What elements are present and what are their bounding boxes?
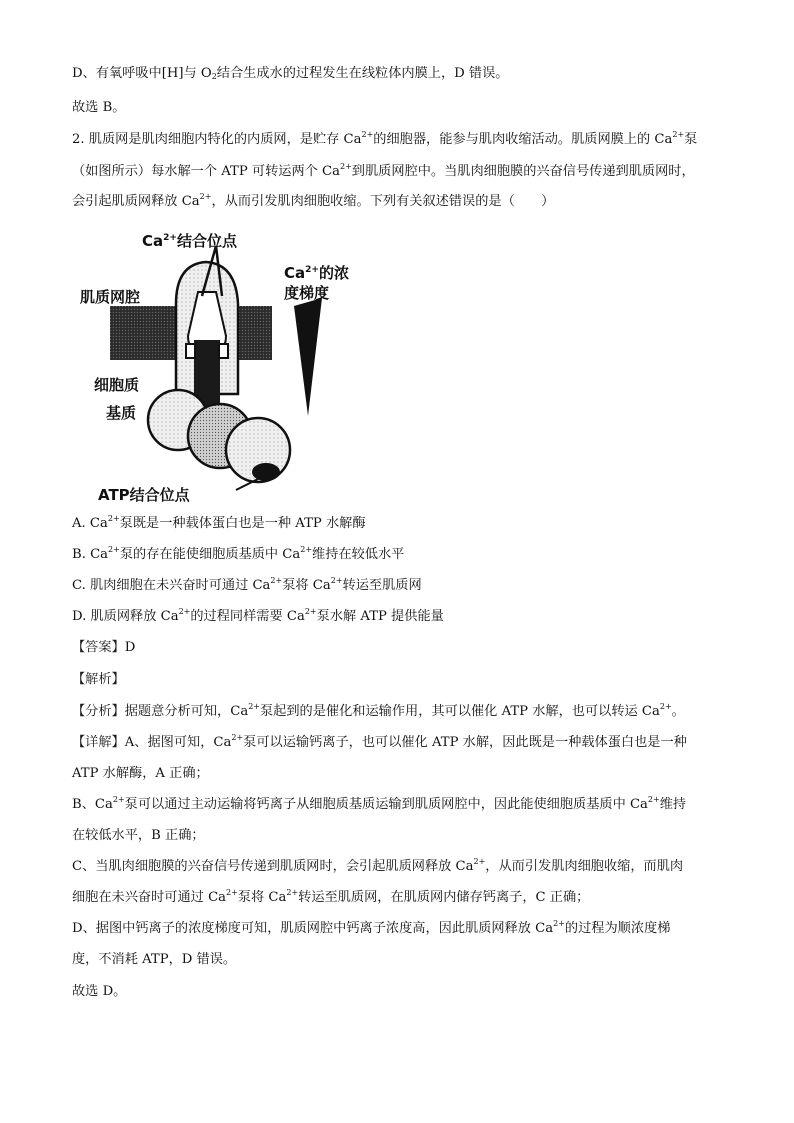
membrane-right	[236, 306, 272, 360]
label-gradient-1: $Ca^{2+}$的浓	[284, 264, 349, 282]
option-a: A. $Ca^{2+}$泵既是一种载体蛋白也是一种 ATP 水解酶	[72, 514, 366, 531]
label-gradient-2: 度梯度	[284, 284, 330, 302]
atp-binding-site	[252, 463, 280, 481]
analysis-heading: 【解析】	[72, 672, 125, 687]
option-d: D. 肌质网释放 $Ca^{2+}$的过程同样需要 $Ca^{2+}$泵水解 ATP 提供能量	[72, 607, 444, 624]
membrane-left	[110, 306, 176, 360]
explain-c-line-1: C、当肌肉细胞膜的兴奋信号传递到肌质网时，会引起肌质网释放 $Ca^{2+}$，从而引发肌肉细胞收缩，而肌肉	[72, 857, 684, 874]
xiangjie-line-1: 【详解】A、据图可知，$Ca^{2+}$泵可以运输钙离子，也可以催化 ATP 水解，因此既是一种载体蛋白也是一种	[72, 733, 687, 750]
answer-line: 【答案】D	[72, 640, 136, 655]
prev-option-d: D、有氧呼吸中[H]与 $O_2$结合生成水的过程发生在线粒体内膜上，D 错误。	[72, 66, 509, 81]
option-c: C. 肌肉细胞在未兴奋时可通过 $Ca^{2+}$泵将 $Ca^{2+}$转运至肌质网	[72, 576, 422, 593]
question-stem-line-3: 会引起肌质网释放 $Ca^{2+}$，从而引发肌肉细胞收缩。下列有关叙述错误的是（ ）	[72, 192, 555, 209]
label-ca-binding-site: $Ca^{2+}$结合位点	[142, 232, 237, 250]
label-atp-site: ATP结合位点	[98, 486, 190, 504]
fenxi-line: 【分析】据题意分析可知，$Ca^{2+}$泵起到的是催化和运输作用，其可以催化 ATP 水解，也可以转运 $Ca^{2+}$。	[72, 702, 685, 719]
ca-pump-diagram	[76, 224, 376, 510]
label-lumen: 肌质网腔	[80, 288, 141, 306]
question-stem-line-2: （如图所示）每水解一个 ATP 可转运两个 $Ca^{2+}$到肌质网腔中。当肌肉细胞膜的兴奋信号传递到肌质网时，	[72, 162, 695, 179]
gradient-wedge	[294, 298, 322, 416]
final-answer: 故选 D。	[72, 984, 127, 999]
explain-c-line-2: 细胞在未兴奋时可通过 $Ca^{2+}$泵将 $Ca^{2+}$转运至肌质网，在肌质网内储存钙离子，C 正确；	[72, 888, 590, 905]
question-stem-line-1: 2. 肌质网是肌肉细胞内特化的内质网，是贮存 $Ca^{2+}$的细胞器，能参与肌肉收缩活动。肌质网膜上的 $Ca^{2+}$泵	[72, 130, 698, 147]
explain-d-line-1: D、据图中钙离子的浓度梯度可知，肌质网腔中钙离子浓度高，因此肌质网释放 $Ca^{2+}$的过程为顺浓度梯	[72, 919, 671, 936]
explain-b-line-1: B、$Ca^{2+}$泵可以通过主动运输将钙离子从细胞质基质运输到肌质网腔中，因此能使细胞质基质中 $Ca^{2+}$维持	[72, 795, 687, 812]
label-cytosol-1: 细胞质	[94, 376, 140, 394]
explain-b-line-2: 在较低水平，B 正确；	[72, 828, 205, 843]
explain-d-line-2: 度，不消耗 ATP，D 错误。	[72, 952, 237, 967]
xiangjie-line-2: ATP 水解酶，A 正确；	[72, 766, 209, 781]
option-b: B. $Ca^{2+}$泵的存在能使细胞质基质中 $Ca^{2+}$维持在较低水平	[72, 545, 405, 562]
prev-final-answer: 故选 B。	[72, 100, 126, 115]
label-cytosol-2: 基质	[106, 404, 137, 422]
